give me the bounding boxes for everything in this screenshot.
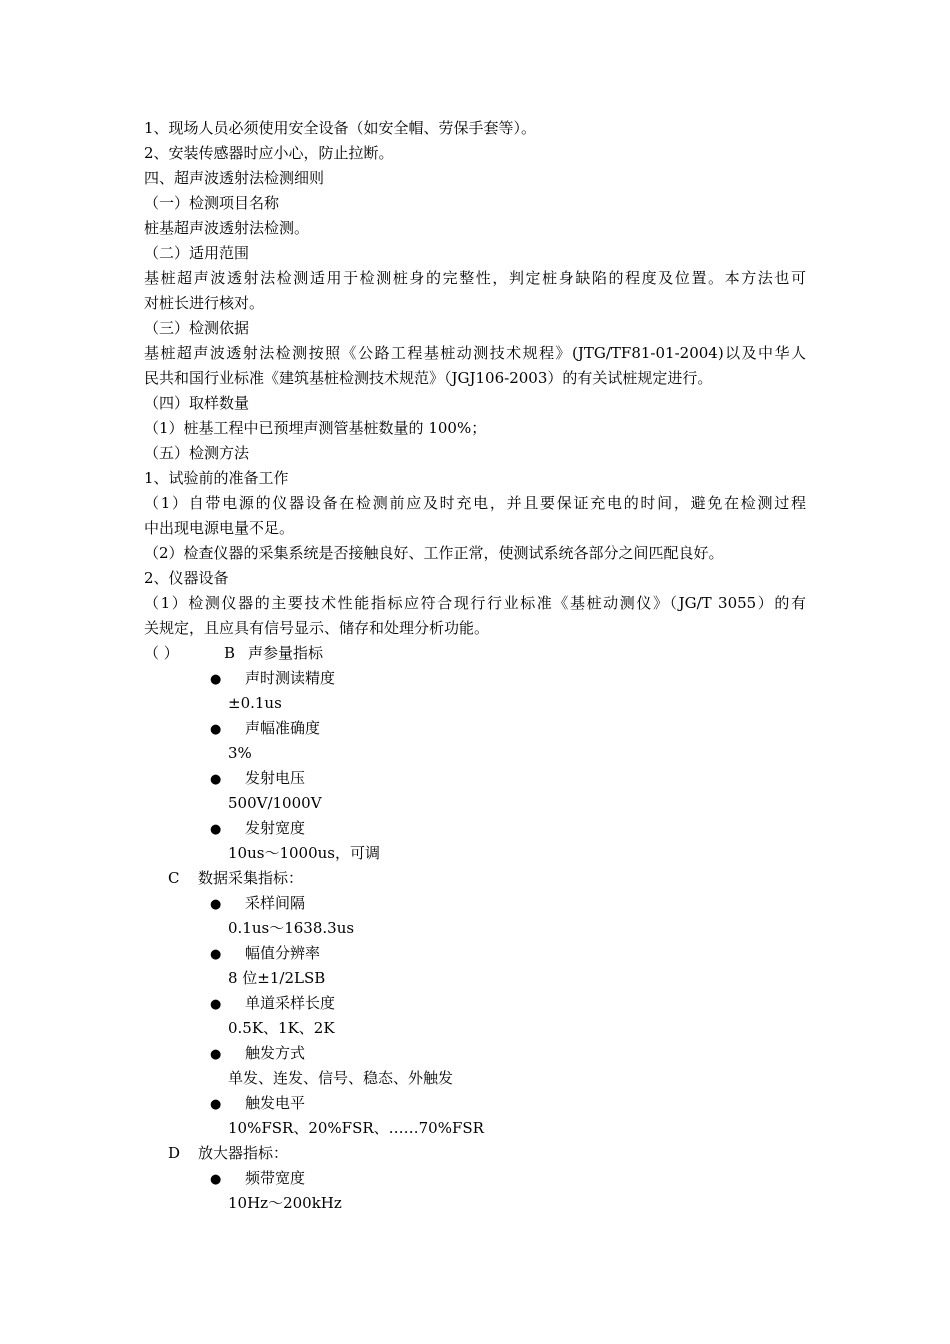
list-item bbox=[0, 1166, 950, 1191]
list-item-name: 采样间隔 bbox=[245, 894, 306, 912]
bullet-icon: ● bbox=[210, 947, 222, 962]
list-item bbox=[0, 941, 950, 966]
list-item-value: 500V/1000V bbox=[228, 794, 322, 812]
bullet-icon: ● bbox=[210, 672, 222, 687]
paragraph-equipment-line-2: 关规定，且应具有信号显示、储存和处理分析功能。 bbox=[144, 619, 490, 637]
list-item-value: ±0.1us bbox=[228, 694, 282, 712]
list-item-name: 触发电平 bbox=[245, 1094, 306, 1112]
list-item-name: 发射宽度 bbox=[245, 819, 306, 837]
list-item-value: 10us～1000us，可调 bbox=[228, 844, 380, 862]
list-item-name: 声时测读精度 bbox=[245, 669, 336, 687]
section-b-paren: （ ） bbox=[144, 644, 179, 662]
section-b-heading bbox=[0, 641, 950, 666]
list-item bbox=[0, 891, 950, 916]
section-d-letter: D bbox=[168, 1144, 181, 1162]
document-page bbox=[0, 116, 950, 1216]
section-d-title: 放大器指标： bbox=[198, 1144, 289, 1162]
subheading-method: （五）检测方法 bbox=[144, 444, 250, 462]
section-c-title: 数据采集指标： bbox=[198, 869, 304, 887]
paragraph-prep-1-line-1: （1）自带电源的仪器设备在检测前应及时充电，并且要保证充电的时间，避免在检测过程 bbox=[144, 494, 806, 512]
section-c-letter: C bbox=[168, 869, 180, 887]
list-item bbox=[0, 1041, 950, 1066]
bullet-icon: ● bbox=[210, 822, 222, 837]
paragraph-basis-line-1: 基桩超声波透射法检测按照《公路工程基桩动测技术规程》(JTG/TF81-01-2004)以及中华人 bbox=[144, 344, 806, 362]
section-d-heading bbox=[0, 1141, 950, 1166]
list-item-name: 声幅准确度 bbox=[245, 719, 321, 737]
list-item bbox=[0, 716, 950, 741]
list-item-value: 8 位±1/2LSB bbox=[228, 969, 326, 987]
list-item-value: 10Hz～200kHz bbox=[228, 1194, 342, 1212]
line-2: 2、安装传感器时应小心，防止拉断。 bbox=[144, 144, 394, 162]
subheading-basis: （三）检测依据 bbox=[144, 319, 250, 337]
bullet-icon: ● bbox=[210, 1047, 222, 1062]
bullet-icon: ● bbox=[210, 997, 222, 1012]
list-item-name: 单道采样长度 bbox=[245, 994, 336, 1012]
subheading-item-name: （一）检测项目名称 bbox=[144, 194, 280, 212]
section-heading-4: 四、超声波透射法检测细则 bbox=[144, 169, 325, 187]
list-item bbox=[0, 766, 950, 791]
heading-equipment: 2、仪器设备 bbox=[144, 569, 229, 587]
list-item bbox=[0, 991, 950, 1016]
bullet-icon: ● bbox=[210, 772, 222, 787]
section-b-title: 声参量指标 bbox=[248, 644, 324, 662]
subheading-scope: （二）适用范围 bbox=[144, 244, 250, 262]
list-item-value: 10%FSR、20%FSR、……70%FSR bbox=[228, 1119, 484, 1137]
paragraph-scope-line-2: 对桩长进行核对。 bbox=[144, 294, 265, 312]
bullet-icon: ● bbox=[210, 897, 222, 912]
list-item-value: 单发、连发、信号、稳态、外触发 bbox=[228, 1069, 454, 1087]
list-item-value: 0.1us～1638.3us bbox=[228, 919, 355, 937]
paragraph-equipment-line-1: （1）检测仪器的主要技术性能指标应符合现行行业标准《基桩动测仪》（JG/T 3055）的有 bbox=[144, 594, 806, 612]
paragraph-basis-line-2: 民共和国行业标准《建筑基桩检测技术规范》（JGJ106-2003）的有关试桩规定进行。 bbox=[144, 369, 713, 387]
list-item-name: 幅值分辨率 bbox=[245, 944, 321, 962]
section-c-heading bbox=[0, 866, 950, 891]
list-item bbox=[0, 666, 950, 691]
paragraph-prep-2: （2）检查仪器的采集系统是否接触良好、工作正常，使测试系统各部分之间匹配良好。 bbox=[144, 544, 724, 562]
bullet-icon: ● bbox=[210, 722, 222, 737]
line-1: 1、现场人员必须使用安全设备（如安全帽、劳保手套等）。 bbox=[144, 119, 537, 137]
list-item-name: 发射电压 bbox=[245, 769, 306, 787]
paragraph-sampling: （1）桩基工程中已预埋声测管基桩数量的 100%； bbox=[144, 419, 487, 437]
list-item-value: 3% bbox=[228, 744, 252, 762]
paragraph-item-name: 桩基超声波透射法检测。 bbox=[144, 219, 310, 237]
list-item-name: 频带宽度 bbox=[245, 1169, 306, 1187]
paragraph-prep-1-line-2: 中出现电源电量不足。 bbox=[144, 519, 295, 537]
bullet-icon: ● bbox=[210, 1097, 222, 1112]
list-item bbox=[0, 816, 950, 841]
bullet-icon: ● bbox=[210, 1172, 222, 1187]
heading-preparation: 1、试验前的准备工作 bbox=[144, 469, 289, 487]
list-item-name: 触发方式 bbox=[245, 1044, 306, 1062]
list-item bbox=[0, 1091, 950, 1116]
list-item-value: 0.5K、1K、2K bbox=[228, 1019, 335, 1037]
subheading-sampling: （四）取样数量 bbox=[144, 394, 250, 412]
section-b-letter: B bbox=[224, 644, 236, 662]
paragraph-scope-line-1: 基桩超声波透射法检测适用于检测桩身的完整性，判定桩身缺陷的程度及位置。本方法也可 bbox=[144, 269, 806, 287]
